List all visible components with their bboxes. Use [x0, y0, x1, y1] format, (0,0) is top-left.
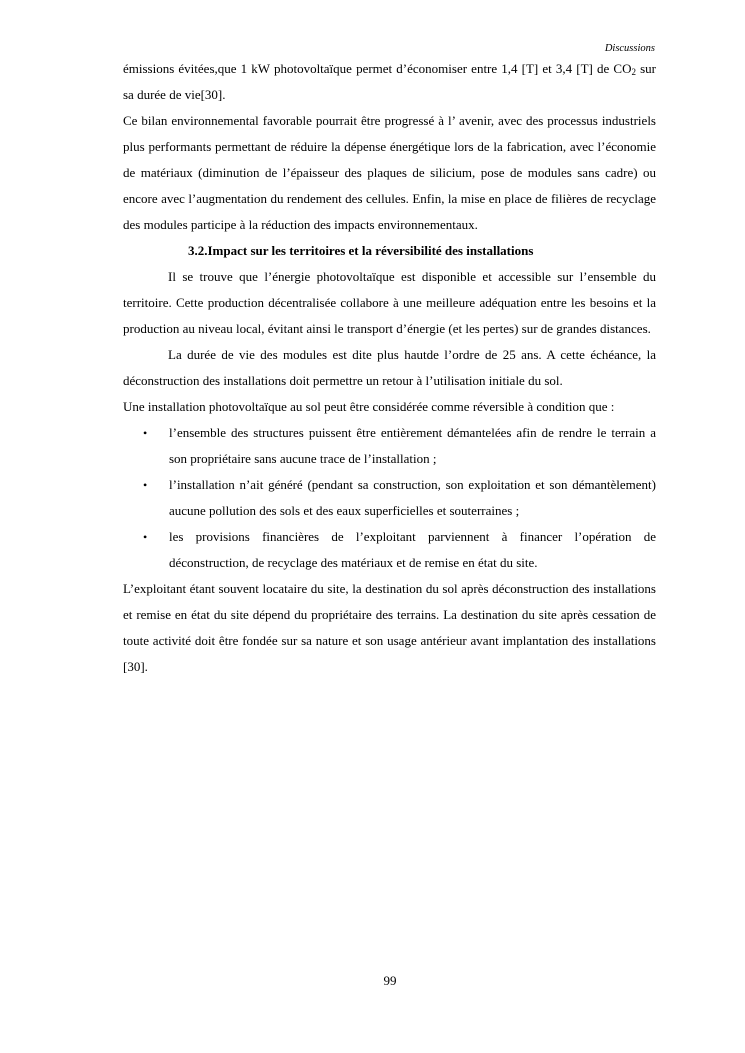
bullet-icon: •	[143, 530, 148, 544]
paragraph-condition: Une installation photovoltaïque au sol peut être considérée comme réversible à condition que :	[123, 399, 615, 414]
bullet-icon: •	[143, 478, 148, 492]
page-body	[123, 56, 656, 680]
conditions-list	[123, 420, 656, 576]
section-heading: 3.2.Impact sur les territoires et la réversibilité des installations	[188, 243, 534, 258]
list-item	[123, 472, 656, 524]
list-item	[123, 524, 656, 576]
paragraph-emissions	[123, 56, 656, 108]
paragraph-bilan: Ce bilan environnemental favorable pourrait être progressé à l’ avenir, avec des processus industriels plus performants permettant de réduire la dépense énergétique lors de la fabrication, avec l’économie de matériaux (diminution de l’épaisseur des plaques de silicium, pose de modules sans cadre) ou encore avec l’augmentation du rendement des cellules. Enfin, la mise en place de filières de recyclage des modules participe à la réduction des impacts environnementaux.	[123, 113, 656, 232]
list-item-text: les provisions financières de l’exploitant parviennent à financer l’opération de déconstruction, de recyclage des matériaux et de remise en état du site.	[169, 529, 656, 570]
co2-subscript: 2	[631, 67, 636, 77]
bullet-icon: •	[143, 426, 148, 440]
paragraph-exploitant: L’exploitant étant souvent locataire du site, la destination du sol après déconstruction des installations et remise en état du site dépend du propriétaire des terrains. La destination du site après cessation de toute activité doit être fondée sur sa nature et son usage antérieur avant implantation des installations [30].	[123, 581, 656, 674]
paragraph-territoire: Il se trouve que l’énergie photovoltaïque est disponible et accessible sur l’ensemble du territoire. Cette production décentralisée collabore à une meilleure adéquation entre les besoins et la production au niveau local, évitant ainsi le transport d’énergie (et les pertes) sur de grandes distances.	[123, 269, 656, 336]
page-number: 99	[383, 973, 397, 988]
paragraph-duree-vie: La durée de vie des modules est dite plus hautde l’ordre de 25 ans. A cette échéance, la déconstruction des installations doit permettre un retour à l’utilisation initiale du sol.	[123, 347, 656, 388]
running-header: Discussions	[604, 43, 655, 54]
list-item-text: l’installation n’ait généré (pendant sa construction, son exploitation et son démantèlement) aucune pollution des sols et des eaux superficielles et souterraines ;	[169, 477, 656, 518]
emissions-text-end: sur sa durée de vie[30].	[123, 61, 657, 102]
list-item-text: l’ensemble des structures puissent être entièrement démantelées afin de rendre le terrain a son propriétaire sans aucune trace de l’installation ;	[169, 425, 656, 466]
list-item	[123, 420, 656, 472]
emissions-text: émissions évitées,que 1 kW photovoltaïque permet d’économiser entre 1,4 [T] et 3,4 [T] de CO	[123, 61, 632, 76]
